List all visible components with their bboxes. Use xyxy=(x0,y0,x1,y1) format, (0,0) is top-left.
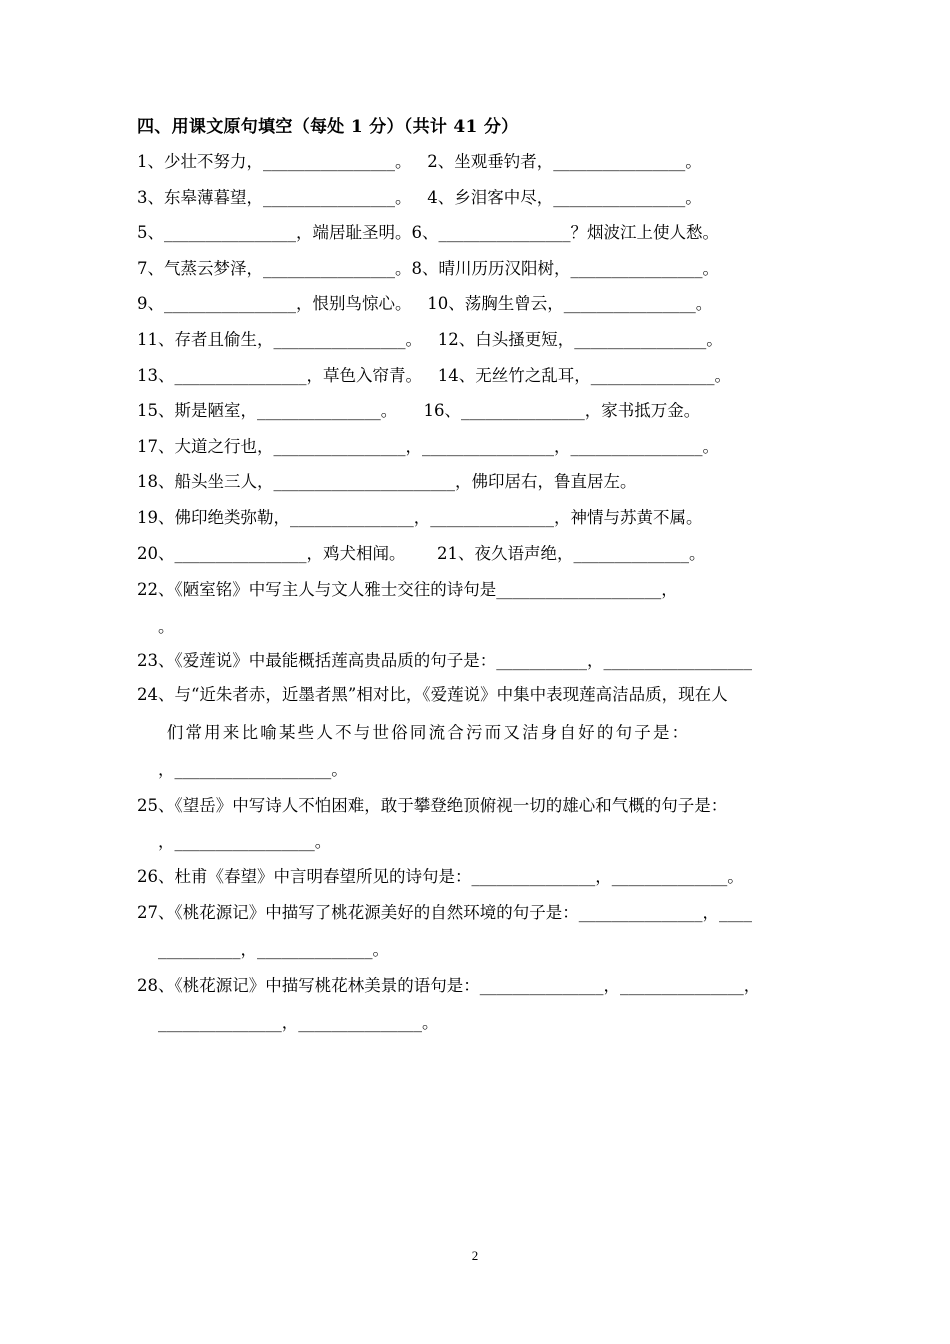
question-line-7-8: 7、气蒸云梦泽，________________。8、晴川历历汉阳树，________________。 xyxy=(137,259,719,278)
question-line-25: 25、《望岳》中写诗人不怕困难，敢于攀登绝顶俯视一切的雄心和气概的句子是： xyxy=(137,796,728,815)
question-line-18: 18、船头坐三人，______________________，佛印居右，鲁直居左。 xyxy=(137,472,637,491)
question-line-28-cont: _______________，_______________。 xyxy=(137,1013,439,1032)
question-line-26: 26、杜甫《春望》中言明春望所见的诗句是：_______________，______________。 xyxy=(137,867,744,886)
question-line-20-21: 20、________________，鸡犬相闻。 21、夜久语声绝，______________。 xyxy=(137,544,706,563)
section-heading: 四、用课文原句填空（每处 1 分）（共计 41 分） xyxy=(137,117,519,137)
question-line-22-cont: 。 xyxy=(137,617,175,636)
question-line-3-4: 3、东皋薄暮望，________________。 4、乡泪客中尽，________________。 xyxy=(137,188,702,207)
question-line-22: 22、《陋室铭》中写主人与文人雅士交往的诗句是____________________， xyxy=(137,580,678,599)
question-line-17: 17、大道之行也，________________，________________，________________。 xyxy=(137,437,719,456)
question-line-9-10: 9、________________，恨别鸟惊心。 10、荡胸生曾云，________________。 xyxy=(137,294,713,313)
question-line-13-14: 13、________________，草色入帘青。 14、无丝竹之乱耳，_______________。 xyxy=(137,366,731,385)
question-line-27: 27、《桃花源记》中描写了桃花源美好的自然环境的句子是：_______________，____ xyxy=(137,903,752,922)
question-line-19: 19、佛印绝类弥勒，_______________，_______________，神情与苏黄不属。 xyxy=(137,508,703,527)
question-line-25-answer: ，_________________。 xyxy=(137,832,332,851)
question-line-24-cont: 们常用来比喻某些人不与世俗同流合污而又洁身自好的句子是： xyxy=(137,723,691,742)
question-line-11-12: 11、存者且偷生，________________。 12、白头搔更短，________________。 xyxy=(137,330,723,349)
page-number: 2 xyxy=(471,1248,479,1263)
question-line-24-answer: ，___________________。 xyxy=(137,760,348,779)
question-line-5-6: 5、________________，端居耻圣明。6、________________？烟波江上使人愁。 xyxy=(137,223,719,242)
question-line-28: 28、《桃花源记》中描写桃花林美景的语句是：_______________，_______________， xyxy=(137,976,761,995)
question-line-15-16: 15、斯是陋室，_______________。 16、_______________，家书抵万金。 xyxy=(137,401,701,420)
question-line-1-2: 1、少壮不努力，________________。 2、坐观垂钓者，________________。 xyxy=(137,152,702,171)
question-line-23: 23、《爱莲说》中最能概括莲高贵品质的句子是：___________，__________________ xyxy=(137,651,752,670)
question-line-24: 24、与“近朱者赤，近墨者黑”相对比，《爱莲说》中集中表现莲高洁品质，现在人 xyxy=(137,685,728,704)
question-line-27-cont: __________，______________。 xyxy=(137,940,389,959)
